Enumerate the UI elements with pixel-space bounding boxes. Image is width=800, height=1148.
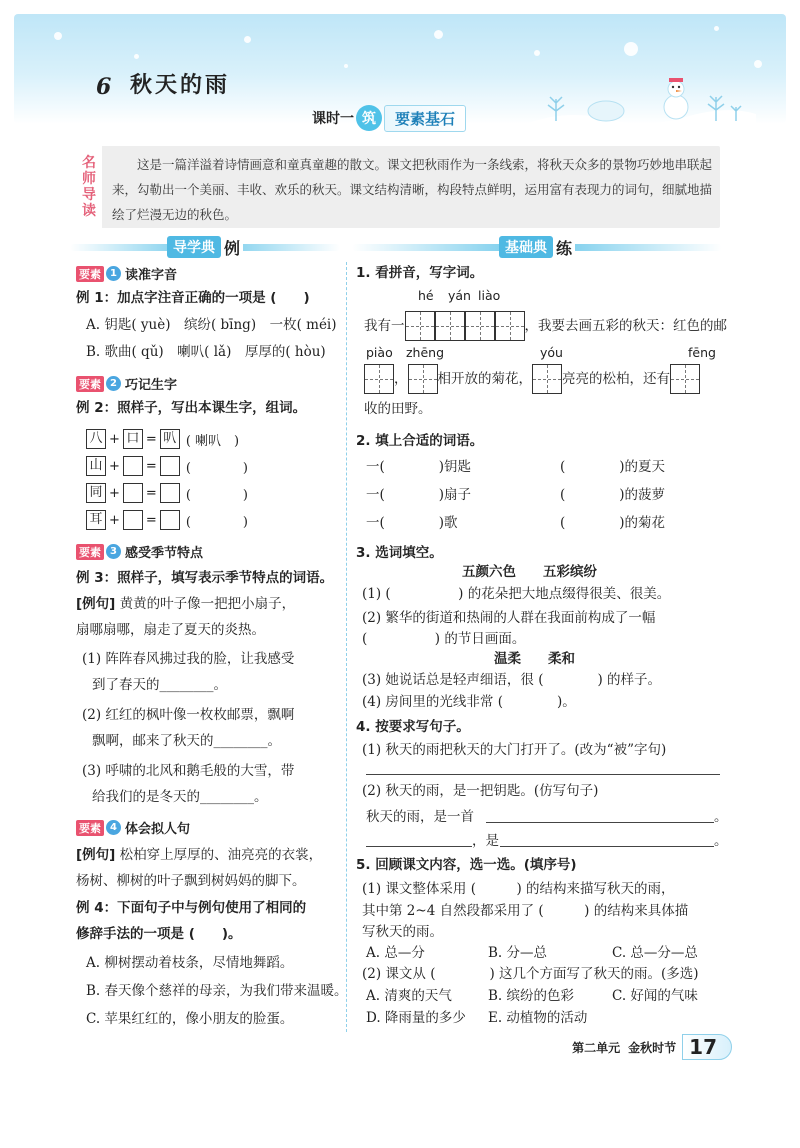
section-number: 2 <box>106 376 121 391</box>
q5-item-1-cont[interactable]: 其中第 2~4 自然段都采用了 ( ) 的结构来具体描 <box>362 903 689 919</box>
q3-sentence-4[interactable]: (4) 房间里的光线非常 ( )。 <box>362 694 576 710</box>
example-4-sentence-cont: 杨树、柳树的叶子飘到树妈妈的脚下。 <box>76 873 306 889</box>
example-tag: [例句] <box>76 847 116 863</box>
section-heading-2 <box>76 374 177 393</box>
q5-option[interactable]: B. 缤纷的色彩 <box>488 988 575 1004</box>
example-text: 黄黄的叶子像一把把小扇子， <box>119 596 296 612</box>
char-part-b-input[interactable] <box>123 483 143 503</box>
q5-item-2[interactable]: (2) 课文从 ( ) 这几个方面写了秋天的雨。(多选) <box>362 966 699 982</box>
snowflake-decoration <box>534 50 540 56</box>
example-3-item-3: (3) 呼啸的北风和鹅毛般的大雪，带 <box>82 763 295 779</box>
char-result-input[interactable] <box>160 456 180 476</box>
plus-sign: + <box>109 512 120 528</box>
tianzi-grid-yan[interactable] <box>435 311 465 341</box>
snowflake-decoration <box>134 54 139 59</box>
page-footer <box>572 1034 732 1060</box>
snowflake-decoration <box>344 64 348 68</box>
period-label: 课时一 <box>312 111 354 127</box>
char-word: ( 喇叭 ) <box>185 433 240 449</box>
pinyin-you: yóu <box>540 345 563 360</box>
char-part-b-input[interactable] <box>123 456 143 476</box>
q3-sentence-2-cont[interactable]: ( ) 的节日画面。 <box>362 631 526 647</box>
example-3-item-3-blank[interactable]: 给我们的是冬天的________。 <box>92 789 268 805</box>
tianzi-grid-liao-2[interactable] <box>495 311 525 341</box>
char-compose-row <box>86 429 239 449</box>
q5-title: 5. 回顾课文内容，选一选。(填序号) <box>356 857 577 873</box>
q2-row-right[interactable]: ( )的菠萝 <box>560 487 666 503</box>
example-tag: [例句] <box>76 596 116 612</box>
example-text: 松柏穿上厚厚的、油亮亮的衣裳， <box>119 847 323 863</box>
q4-imitate-end: 。 <box>714 809 728 825</box>
section-heading-3 <box>76 542 203 561</box>
q4-title: 4. 按要求写句子。 <box>356 719 470 735</box>
q3-title: 3. 选词填空。 <box>356 545 443 561</box>
equals-sign: = <box>145 458 157 474</box>
pinyin-he: hé <box>418 288 434 303</box>
example-4-option-c: C. 苹果红红的，像小朋友的脸蛋。 <box>86 1011 294 1027</box>
q1-title: 1. 看拼音，写字词。 <box>356 265 484 281</box>
example-4-option-a: A. 柳树摆动着枝条，尽情地舞蹈。 <box>86 955 294 971</box>
q5-option[interactable]: B. 分—总 <box>488 945 548 961</box>
q1-text: ，我要去画五彩的秋天：红色的邮 <box>524 318 727 334</box>
q5-option[interactable]: E. 动植物的活动 <box>488 1010 588 1026</box>
char-word-blank[interactable]: ( ) <box>185 487 248 503</box>
char-part-a: 同 <box>86 483 106 503</box>
pinyin-feng: fēng <box>688 345 716 360</box>
q2-row-right[interactable]: ( )的菊花 <box>560 515 666 531</box>
q2-title: 2. 填上合适的词语。 <box>356 433 484 449</box>
q4-imitate-blank[interactable] <box>486 822 714 823</box>
char-result: 叭 <box>160 429 180 449</box>
intro-tag-char: 导 <box>82 187 96 203</box>
intro-tag-char: 读 <box>82 203 96 219</box>
snowflake-decoration <box>434 30 443 39</box>
example-1-option-b: B. 歌曲( qǔ) 喇叭( lǎ) 厚厚的( hòu) <box>86 344 326 360</box>
section-number: 3 <box>106 544 121 559</box>
q3-word-choices-1: 五颜六色 五彩缤纷 <box>462 564 597 580</box>
section-heading-1 <box>76 264 177 283</box>
example-3-item-2: (2) 红红的枫叶像一枚枚邮票，飘啊 <box>82 707 295 723</box>
q3-word-choices-2: 温柔 柔和 <box>494 651 575 667</box>
example-3-item-1: (1) 阵阵春风拂过我的脸，让我感受 <box>82 651 295 667</box>
q1-line-3: 收的田野。 <box>364 401 432 417</box>
right-header-char: 练 <box>553 236 575 259</box>
q4-answer-line[interactable] <box>366 774 720 775</box>
example-3-item-2-blank[interactable]: 飘啊，邮来了秋天的________。 <box>92 733 281 749</box>
element-tag: 要素 <box>76 544 104 560</box>
snowflake-decoration <box>714 26 719 31</box>
example-1-question: 例 1：加点字注音正确的一项是 ( ) <box>76 290 310 306</box>
q5-item-1-end: 写秋天的雨。 <box>362 924 443 940</box>
section-title: 巧记生字 <box>125 378 178 393</box>
char-part-a: 八 <box>86 429 106 449</box>
example-1-option-a: A. 钥匙( yuè) 缤纷( bīng) 一枚( méi) <box>86 317 337 333</box>
element-tag: 要素 <box>76 376 104 392</box>
section-number: 1 <box>106 266 121 281</box>
example-3-question: 例 3：照样子，填写表示季节特点的词语。 <box>76 570 334 586</box>
example-4-option-b: B. 春天像个慈祥的母亲，为我们带来温暖。 <box>86 983 348 999</box>
pinyin-liao: liào <box>478 288 501 303</box>
tianzi-grid-liao[interactable] <box>465 311 495 341</box>
q4-imitate-end: 。 <box>714 833 728 849</box>
section-number: 4 <box>106 820 121 835</box>
q4-imitate-text: ，是 <box>472 833 499 849</box>
plus-sign: + <box>109 431 120 447</box>
lesson-title: 秋天的雨 <box>130 73 231 98</box>
footer-brand: 金秋时节 <box>628 1040 677 1055</box>
q4-imitate-line-1 <box>366 806 474 828</box>
period-banner <box>312 104 466 132</box>
tianzi-grid-he[interactable] <box>405 311 435 341</box>
example-4-sentence <box>76 844 322 866</box>
tianzi-grid-zheng[interactable] <box>408 364 438 394</box>
q4-sentence-2: (2) 秋天的雨，是一把钥匙。(仿写句子) <box>362 783 599 799</box>
column-divider <box>346 262 347 1032</box>
tianzi-grid-piao[interactable] <box>364 364 394 394</box>
example-4-question: 例 4：下面句子中与例句使用了相同的 <box>76 900 307 916</box>
q4-imitate-blank[interactable] <box>500 846 714 847</box>
q3-sentence-2: (2) 繁华的街道和热闹的人群在我面前构成了一幅 <box>362 610 656 626</box>
char-part-b: 口 <box>123 429 143 449</box>
equals-sign: = <box>145 512 157 528</box>
tianzi-grid-you[interactable] <box>532 364 562 394</box>
char-result-input[interactable] <box>160 483 180 503</box>
q3-sentence-3[interactable]: (3) 她说话总是轻声细语，很 ( ) 的样子。 <box>362 672 662 688</box>
right-header-text: 基础典 <box>499 236 553 258</box>
element-tag: 要素 <box>76 266 104 282</box>
left-header-text: 导学典 <box>167 236 221 258</box>
q5-option[interactable]: A. 清爽的天气 <box>366 988 452 1004</box>
q1-line-2 <box>364 364 700 394</box>
right-column-header <box>352 236 722 258</box>
example-3-item-1-blank[interactable]: 到了春天的________。 <box>92 677 227 693</box>
q4-imitate-text: 秋天的雨，是一首 <box>366 809 474 825</box>
intro-text: 这是一篇洋溢着诗情画意和童真童趣的散文。课文把秋雨作为一条线索，将秋天众多的景物巧妙地串联起来，勾勒出一个美丽、丰收、欢乐的秋天。课文结构清晰，构段特点鲜明，运用富有表现力的词句，细腻地描绘了烂漫无边的秋色。 <box>112 157 713 222</box>
tianzi-grid-feng[interactable] <box>670 364 700 394</box>
char-compose-row <box>86 510 248 530</box>
char-compose-row <box>86 483 248 503</box>
q1-line-1 <box>364 311 727 341</box>
q1-text: 亮亮的松柏，还有 <box>562 371 670 387</box>
element-tag: 要素 <box>76 820 104 836</box>
intro-tag-char: 师 <box>82 171 96 187</box>
q5-item-1[interactable]: (1) 课文整体采用 ( ) 的结构来描写秋天的雨， <box>362 881 675 897</box>
pinyin-zheng: zhēng <box>406 345 445 360</box>
q5-option[interactable]: D. 降雨量的多少 <box>366 1010 466 1026</box>
section-title: 感受季节特点 <box>125 546 204 561</box>
char-word-blank[interactable]: ( ) <box>185 514 248 530</box>
intro-tag-char: 名 <box>82 155 96 171</box>
q1-text: 相开放的菊花， <box>437 371 532 387</box>
snowflake-decoration <box>54 32 62 40</box>
q2-row-left[interactable]: 一( )钥匙 <box>366 459 472 475</box>
q2-row-left[interactable]: 一( )歌 <box>366 515 458 531</box>
plus-sign: + <box>109 485 120 501</box>
left-column-header <box>70 236 340 258</box>
q4-imitate-blank[interactable] <box>366 846 472 847</box>
q4-sentence-1: (1) 秋天的雨把秋天的大门打开了。(改为“被”字句) <box>362 742 667 758</box>
char-compose-row <box>86 456 248 476</box>
plus-sign: + <box>109 458 120 474</box>
snowflake-decoration <box>754 60 762 68</box>
char-part-a: 山 <box>86 456 106 476</box>
char-result-input[interactable] <box>160 510 180 530</box>
equals-sign: = <box>145 485 157 501</box>
example-4-question-cont: 修辞手法的一项是 ( )。 <box>76 926 242 942</box>
q3-sentence-1[interactable]: (1) ( ) 的花朵把大地点缀得很美、很美。 <box>362 586 671 602</box>
snowflake-decoration <box>244 36 251 43</box>
section-title: 读准字音 <box>125 268 178 283</box>
char-part-b-input[interactable] <box>123 510 143 530</box>
char-word-blank[interactable]: ( ) <box>185 460 248 476</box>
q5-option[interactable]: A. 总—分 <box>366 945 425 961</box>
q5-option[interactable]: C. 好闻的气味 <box>612 988 698 1004</box>
footer-unit: 第二单元 <box>572 1040 621 1055</box>
q5-option[interactable]: C. 总—分—总 <box>612 945 698 961</box>
example-3-sentence-cont: 扇哪扇哪，扇走了夏天的炎热。 <box>76 622 265 638</box>
q1-text: 我有一 <box>364 318 405 334</box>
example-3-sentence <box>76 593 295 615</box>
pinyin-yan: yán <box>448 288 471 303</box>
equals-sign: = <box>145 431 157 447</box>
period-name: 要素基石 <box>384 105 466 132</box>
intro-tag <box>76 146 102 228</box>
example-2-question: 例 2：照样子，写出本课生字，组词。 <box>76 400 307 416</box>
lesson-number: 6 <box>96 74 112 100</box>
section-title: 体会拟人句 <box>125 822 191 837</box>
q2-row-left[interactable]: 一( )扇子 <box>366 487 472 503</box>
char-part-a: 耳 <box>86 510 106 530</box>
q2-row-right[interactable]: ( )的夏天 <box>560 459 666 475</box>
q1-text: ， <box>394 371 408 387</box>
left-header-char: 例 <box>221 236 243 259</box>
pinyin-piao: piào <box>366 345 393 360</box>
snowflake-decoration <box>624 42 638 56</box>
snowman-scene-illustration <box>526 69 756 124</box>
page-number: 17 <box>682 1034 732 1060</box>
period-badge: 筑 <box>356 105 382 131</box>
section-heading-4 <box>76 818 190 837</box>
